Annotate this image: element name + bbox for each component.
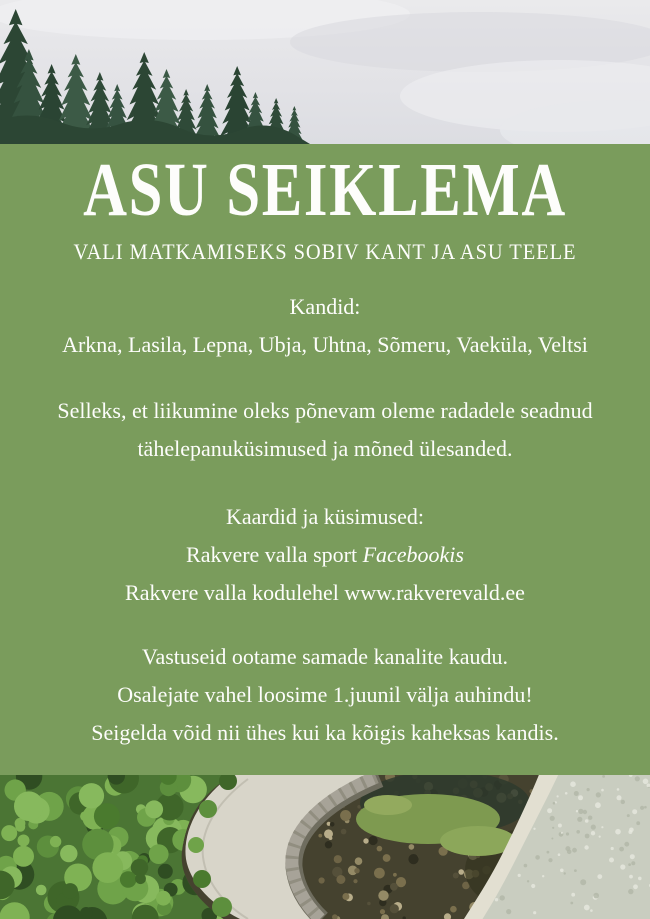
closing-section — [0, 638, 650, 752]
texture-dot — [60, 845, 77, 862]
texture-dot — [628, 863, 631, 866]
intro-section — [0, 392, 650, 468]
texture-dot — [564, 872, 566, 874]
texture-dot — [409, 844, 415, 850]
texture-dot — [363, 838, 368, 843]
texture-dot — [552, 827, 554, 829]
texture-dot — [565, 792, 568, 795]
texture-dot — [643, 779, 649, 785]
texture-dot — [617, 795, 622, 800]
texture-dot — [560, 869, 564, 873]
texture-dot — [135, 873, 146, 884]
texture-dot — [531, 884, 535, 888]
closing-line-1: Vastuseid ootame samade kanalite kaudu. — [142, 644, 508, 669]
kandid-section — [0, 288, 650, 364]
texture-dot — [50, 836, 61, 847]
texture-dot — [597, 874, 602, 879]
facebook-word: Facebookis — [362, 542, 464, 567]
texture-dot — [62, 883, 78, 899]
texture-dot — [341, 829, 347, 835]
texture-dot — [518, 874, 521, 877]
texture-dot — [633, 884, 638, 889]
texture-dot — [627, 814, 630, 817]
texture-dot — [584, 905, 590, 911]
texture-dot — [390, 883, 398, 891]
texture-dot — [158, 864, 173, 879]
texture-dot — [325, 841, 332, 848]
intro-line-2: tähelepanuküsimused ja mõned ülesanded. — [137, 436, 513, 461]
texture-dot — [369, 836, 378, 845]
texture-dot — [601, 789, 604, 792]
texture-dot — [576, 830, 580, 834]
texture-dot — [584, 845, 588, 849]
texture-dot — [354, 868, 359, 873]
texture-dot — [94, 803, 120, 829]
texture-dot — [558, 853, 561, 856]
texture-dot — [585, 819, 589, 823]
texture-dot — [14, 791, 44, 821]
texture-dot — [609, 858, 614, 863]
poster-title: ASU SEIKLEMA — [83, 148, 567, 232]
texture-dot — [342, 893, 349, 900]
texture-dot — [636, 821, 640, 825]
texture-dot — [632, 809, 637, 814]
texture-dot — [628, 889, 633, 894]
texture-dot — [390, 904, 399, 913]
texture-dot — [630, 854, 635, 859]
texture-dot — [629, 828, 634, 833]
texture-dot — [640, 806, 644, 810]
texture-dot — [13, 846, 34, 867]
texture-dot — [324, 829, 333, 838]
texture-dot — [578, 795, 583, 800]
texture-dot — [590, 909, 593, 912]
texture-dot — [334, 855, 342, 863]
maps-section — [0, 498, 650, 612]
texture-dot — [577, 817, 582, 822]
texture-dot — [340, 810, 351, 821]
maps-heading: Kaardid ja küsimused: — [226, 504, 424, 529]
texture-dot — [355, 857, 363, 865]
texture-dot — [547, 851, 550, 854]
texture-dot — [571, 893, 575, 897]
texture-dot — [548, 858, 552, 862]
texture-dot — [578, 809, 583, 814]
texture-dot — [551, 838, 553, 840]
texture-dot — [330, 822, 335, 827]
texture-dot — [576, 810, 578, 812]
texture-dot — [550, 816, 555, 821]
texture-dot — [644, 806, 647, 809]
texture-dot — [547, 808, 552, 813]
texture-dot — [92, 852, 123, 883]
texture-dot — [36, 885, 47, 896]
texture-dot — [336, 875, 345, 884]
texture-dot — [593, 893, 599, 899]
texture-dot — [588, 816, 592, 820]
texture-dot — [557, 795, 559, 797]
maps-website-line: Rakvere valla kodulehel www.rakverevald.ee — [125, 580, 525, 605]
texture-dot — [80, 811, 90, 821]
texture-dot — [566, 832, 569, 835]
texture-dot — [553, 802, 556, 805]
treeline-sky-illustration — [0, 0, 650, 144]
texture-dot — [458, 869, 464, 875]
poster-subtitle: VALI MATKAMISEKS SOBIV KANT JA ASU TEELE — [73, 239, 577, 264]
poster-body-panel — [0, 144, 650, 775]
texture-dot — [591, 825, 596, 830]
seawall-illustration — [0, 775, 650, 919]
texture-dot — [635, 776, 640, 781]
texture-dot — [601, 826, 603, 828]
texture-dot — [145, 800, 163, 818]
texture-dot — [367, 902, 371, 906]
top-photo-forest-treeline — [0, 0, 650, 144]
texture-dot — [602, 775, 605, 778]
kandid-list: Arkna, Lasila, Lepna, Ubja, Uhtna, Sõmeru, Vaeküla, Veltsi — [62, 332, 588, 357]
texture-dot — [506, 909, 511, 914]
texture-dot — [527, 880, 529, 882]
texture-dot — [611, 847, 614, 850]
texture-dot — [561, 832, 563, 834]
texture-dot — [591, 831, 595, 835]
texture-dot — [580, 879, 586, 885]
texture-dot — [495, 898, 498, 901]
texture-dot — [585, 834, 590, 839]
texture-dot — [638, 877, 642, 881]
closing-line-2: Osalejate vahel loosime 1.juunil välja auhindu! — [117, 682, 533, 707]
texture-dot — [572, 848, 577, 853]
texture-dot — [587, 788, 590, 791]
texture-dot — [558, 824, 562, 828]
texture-dot — [631, 861, 635, 865]
bottom-photo-aerial-seawall-path — [0, 775, 650, 919]
kandid-heading: Kandid: — [289, 294, 361, 319]
texture-dot — [318, 834, 322, 838]
texture-dot — [79, 783, 104, 808]
texture-dot — [453, 873, 459, 879]
texture-dot — [393, 873, 397, 877]
texture-dot — [524, 864, 528, 868]
texture-dot — [380, 909, 385, 914]
texture-dot — [621, 800, 625, 804]
texture-dot — [319, 877, 325, 883]
texture-dot — [629, 875, 633, 879]
texture-dot — [156, 891, 171, 906]
texture-dot — [574, 791, 579, 796]
texture-dot — [570, 781, 576, 787]
intro-line-1: Selleks, et liikumine oleks põnevam oleme radadele seadnud — [57, 398, 593, 423]
texture-dot — [383, 854, 391, 862]
texture-dot — [450, 906, 457, 913]
facebook-line-prefix: Rakvere valla sport — [186, 542, 363, 567]
texture-dot — [617, 788, 620, 791]
texture-dot — [542, 875, 544, 877]
texture-dot — [615, 829, 621, 835]
texture-dot — [533, 828, 535, 830]
texture-dot — [500, 895, 505, 900]
texture-dot — [408, 854, 418, 864]
maps-facebook-line — [0, 536, 650, 574]
texture-dot — [620, 864, 625, 869]
texture-dot — [596, 792, 601, 797]
texture-dot — [595, 802, 601, 808]
texture-dot — [599, 836, 601, 838]
texture-dot — [374, 868, 385, 879]
texture-dot — [565, 846, 570, 851]
texture-dot — [535, 855, 540, 860]
texture-dot — [574, 869, 577, 872]
texture-dot — [378, 890, 388, 900]
texture-dot — [377, 846, 383, 852]
texture-dot — [120, 871, 137, 888]
texture-dot — [353, 879, 357, 883]
texture-dot — [570, 902, 573, 905]
texture-dot — [149, 844, 169, 864]
texture-dot — [533, 911, 536, 914]
closing-line-3: Seigelda võid nii ühes kui ka kõigis kaheksas kandis. — [91, 720, 559, 745]
texture-dot — [619, 847, 624, 852]
texture-dot — [18, 835, 30, 847]
texture-dot — [1, 825, 17, 841]
texture-dot — [624, 842, 629, 847]
